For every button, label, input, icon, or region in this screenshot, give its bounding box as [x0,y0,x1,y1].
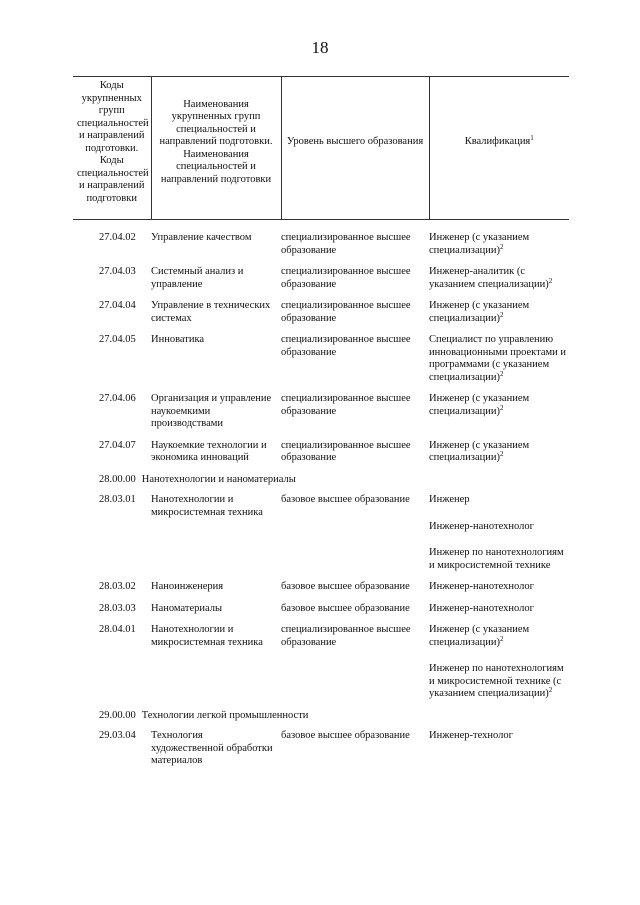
qualification-item [429,581,569,594]
footnote-marker: 2 [548,686,553,694]
qualification-item [429,300,569,325]
group-code: 29.00.00 [99,709,136,721]
footnote-marker: 2 [499,634,504,643]
qualification-text: Специалист по управлению инновационными проектами и программами (с указанием специализации) [429,334,567,383]
qualification-item [429,624,569,649]
row-code: 27.04.03 [99,266,136,277]
row-level: базовое высшее образование [281,602,410,614]
row-qualification [429,492,569,579]
row-code: 27.04.07 [99,439,136,451]
row-code: 27.04.06 [99,393,136,404]
qualification-item [429,730,569,743]
qualification-text: Инженер (с указанием специализации) [429,300,530,324]
qualification-item [429,603,569,616]
qualification-text: Инженер [429,494,470,505]
footnote-marker: 2 [499,242,504,251]
qualification-item [429,494,569,507]
row-name: Нанотехнологии и микросистемная техника [151,494,263,518]
table-row [73,579,569,601]
row-name: Нанотехнологии и микросистемная техника [151,624,263,648]
row-qualification [429,601,569,623]
group-code: 28.00.00 [99,473,136,485]
qualification-text: Инженер-аналитик (с указанием специализации) [429,266,549,290]
footnote-marker: 2 [499,450,504,458]
row-qualification [429,728,569,775]
qualifications-table [73,76,569,775]
row-qualification [429,298,569,332]
group-row [73,472,569,493]
row-level: специализированное высшее образование [281,439,411,463]
row-level: базовое высшее образование [281,730,410,741]
qualification-item [429,393,569,418]
qualification-text: Инженер-нанотехнолог [429,602,534,614]
row-name: Управление качеством [151,232,252,243]
table-row [73,332,569,391]
row-name: Наукоемкие технологии и экономика инноваций [151,439,267,463]
row-qualification [429,332,569,391]
row-qualification [429,438,569,472]
qualification-text: Инженер по нанотехнологиям и микросистемной технике [429,547,564,571]
table-row [73,298,569,332]
qualification-text: Инженер-нанотехнолог [429,581,534,592]
row-code: 29.03.04 [99,730,136,741]
qualification-text: Инженер-технолог [429,730,513,741]
header-level: Уровень высшего образования [281,77,429,220]
qualification-item [429,663,569,701]
footnote-marker: 2 [499,310,504,319]
row-name: Системный анализ и управление [151,266,244,290]
table-row [73,492,569,579]
table-row [73,264,569,298]
qualification-item [429,440,569,465]
row-qualification [429,264,569,298]
qualification-text: Инженер (с указанием специализации) [429,232,530,256]
row-code: 27.04.04 [99,300,136,311]
footnote-marker: 2 [499,369,504,378]
row-qualification [429,579,569,601]
footnote-marker: 2 [548,276,553,285]
row-level: специализированное высшее образование [281,624,411,648]
qualification-text: Инженер-нанотехнолог [429,520,534,532]
row-name: Технология художественной обработки материалов [151,730,273,766]
row-name: Организация и управление наукоемкими производствами [151,393,272,429]
row-level: базовое высшее образование [281,494,410,505]
row-code: 28.03.03 [99,602,136,614]
row-code: 27.04.05 [99,334,136,345]
row-code: 28.03.01 [99,494,136,505]
row-qualification [429,391,569,438]
row-name: Инноватика [151,334,205,345]
row-name: Наноинженерия [151,581,224,592]
table-header [73,77,569,220]
table-row [73,438,569,472]
row-name: Управление в технических системах [151,300,271,324]
group-heading [73,708,569,729]
table-body [73,220,569,775]
table-row [73,728,569,775]
row-level: специализированное высшее образование [281,334,411,358]
header-names: Наименования укрупненных групп специальностей и направлений подготовки. Наименования специальностей и направлений подготовки [151,77,281,220]
qualification-text: Инженер (с указанием специализации) [429,624,530,648]
group-name: Нанотехнологии и наноматериалы [141,473,296,485]
row-level: специализированное высшее образование [281,232,411,256]
qualification-item [429,547,569,572]
table-row [73,391,569,438]
row-qualification [429,220,569,265]
footnote-marker: 1 [530,134,534,143]
qualification-item [429,232,569,257]
row-level: специализированное высшее образование [281,266,411,290]
header-codes: Коды укрупненных групп специальностей и направлений подготовки. Коды специальностей и направлений подготовки [73,77,151,220]
qualification-text: Инженер (с указанием специализации) [429,439,530,463]
table-row [73,622,569,708]
row-level: базовое высшее образование [281,581,410,592]
row-level: специализированное высшее образование [281,300,411,324]
group-name: Технологии легкой промышленности [141,709,309,721]
qualification-text: Инженер (с указанием специализации) [429,393,530,417]
qualification-item [429,521,569,534]
table-row [73,220,569,265]
table-row [73,601,569,623]
group-heading [73,472,569,493]
row-qualification [429,622,569,708]
row-code: 28.04.01 [99,624,136,635]
header-qualification: Квалификация$^1$ [429,77,569,220]
qualification-item [429,266,569,291]
group-row [73,708,569,729]
row-code: 27.04.02 [99,232,136,243]
qualification-text: Инженер по нанотехнологиям и микросистемной технике (с указанием специализации) [429,663,564,699]
qualification-item [429,334,569,384]
row-level: специализированное высшее образование [281,393,411,417]
page-number: 18 [311,38,329,57]
footnote-marker: 2 [499,403,504,412]
row-name: Наноматериалы [151,602,223,614]
row-code: 28.03.02 [99,581,136,592]
